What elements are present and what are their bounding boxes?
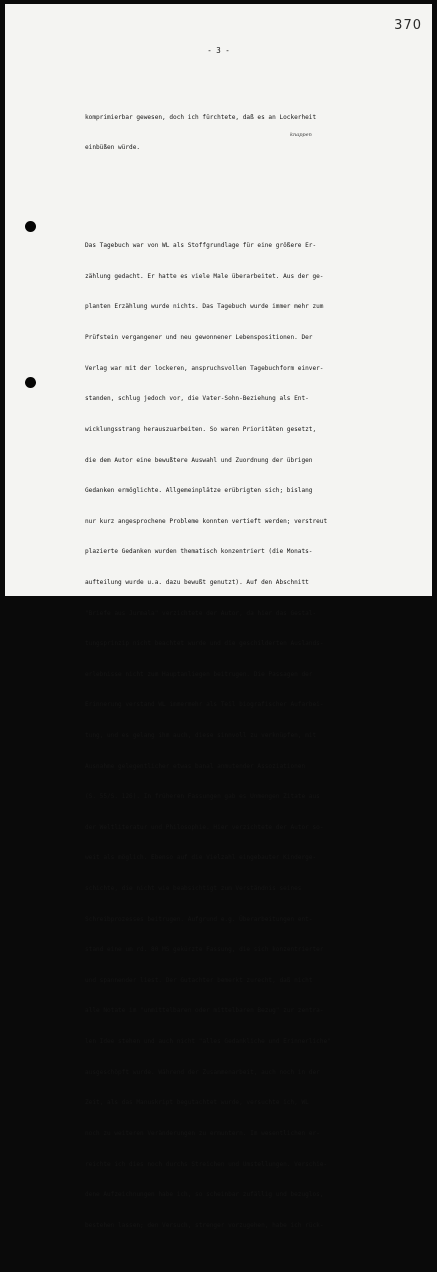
text-line: stand eine um rd. 80 MS gekürzte Fassung, die sich konzentrierter [85, 946, 324, 954]
paragraph-1 [85, 92, 426, 174]
punch-hole [25, 377, 36, 388]
text-line: planten Erzählung wurde nichts. Das Tagebuch wurde immer mehr zum [85, 303, 324, 311]
text-line: tungsprinzip nicht beachtet wurde und die geschilderten Auslands- [85, 640, 324, 648]
text-line: "Briefe aus Jurmala" verzichtete der Autor, da hier das Gestal- [85, 609, 317, 617]
text-line: der Weltliteratur und Philosophie. Hier verzichtete der Autor so- [85, 823, 324, 831]
text-line: Gedanken ermöglichte. Allgemeinplätze erübrigten sich; bislang [85, 487, 313, 495]
folio-number: 370 [394, 18, 422, 33]
text-line: bestehen lassen; den Versuch, strenger vorzugehen, habe ich rück- [85, 1221, 324, 1229]
text-line: wicklungsstrang herauszuarbeiten. So waren Prioritäten gesetzt, [85, 425, 317, 433]
text-line: standen, schlug jedoch vor, die Vater-Sohn-Beziehung als Ent- [85, 395, 309, 403]
text-line: die dem Autor eine bewußtere Auswahl und Zuordnung der übrigen [85, 456, 313, 464]
text-line: dene Aufzeichnungen habe ich, so scheinbar zufällig und bezuglos, [85, 1191, 324, 1199]
text-line: Zeit, als das Manuskript begutachtet wurde, versuchte ich, WL [85, 1099, 309, 1107]
text-line: Verlag war mit der lockeren, anspruchsvollen Tagebuchform einver- [85, 364, 324, 372]
text-line: tung, und es gelang ihm auch, diese sinnvoll zu verknüpfen, mit [85, 732, 317, 739]
text-line: einbüßen würde. [85, 144, 141, 152]
text-line: schichte, die nicht wie beabsichtigt zum Verständnis seines [85, 885, 302, 893]
text-line: reichte ich dies noch durchs Streichen und Umstellungen. Verschie- [85, 1160, 328, 1168]
text-line: noch zu weiteren Veränderungen zu ermuntern. Im wesentlichen er- [85, 1129, 320, 1137]
text-line: Das Tagebuch war von WL als Stoffgrundlage für eine größere Er- [85, 242, 317, 250]
text-line: Ausnahme gelegentlicher etwas banal anmutender Assoziationen [85, 762, 306, 770]
text-line: Schreibprozesses beitrugen. Aufgrund e.g. Überarbeitungen ent- [85, 915, 313, 923]
text-line: und spannender liest. Der Gutachter bemerkt zurecht, daß nicht [85, 976, 313, 984]
text-line: aufteilung wurde u.a. dazu bewußt genutzt). Auf den Abschnitt [85, 578, 309, 586]
paragraph-2 [85, 221, 426, 1252]
handwritten-insertion: knappen [290, 132, 312, 138]
text-line: komprimierbar gewesen, doch ich fürchtete, daß es an Lockerheit [85, 113, 317, 121]
document-page [5, 4, 432, 1229]
text-line: alle Notate im "unmittelbaren oder mittelbaren Bezug" zur zentra- [85, 1007, 324, 1015]
page-number: - 3 - [207, 46, 230, 55]
text-line: Prüfstein vergangener und neu gewonnener Lebenspositionen. Der [85, 334, 313, 342]
text-line: plazierte Gedanken wurden thematisch konzentriert (die Monats- [85, 548, 313, 556]
text-line: ausgeschöpft wurde. Während der Zusammenarbeit, auch noch in der [85, 1068, 320, 1076]
text-line: len Idee stehen und auch nicht "alles Gedankliche und Erinnerliche" [85, 1038, 331, 1046]
punch-hole [25, 221, 36, 232]
text-line: zählung gedacht. Er hatte es viele Male überarbeitet. Aus der ge- [85, 272, 324, 280]
typed-text [85, 72, 426, 1272]
text-line: erlebnisse nicht zum Hauptanliegen beitrugen. Die Passagen der [85, 670, 313, 678]
text-line: Erinnerung verstand WL immermehr als Teil biografischer Aufarbei- [85, 701, 324, 709]
text-line: (S. 55/S. 126). In früheren Fassungen gab es Unmengen Zitate aus [85, 793, 320, 801]
text-line: weit als möglich. Ebenso auf die Vielzahl eingebauter Kinderge- [85, 854, 317, 862]
text-line: nur kurz angesprochene Probleme konnten vertieft werden; verstreut [85, 517, 328, 525]
